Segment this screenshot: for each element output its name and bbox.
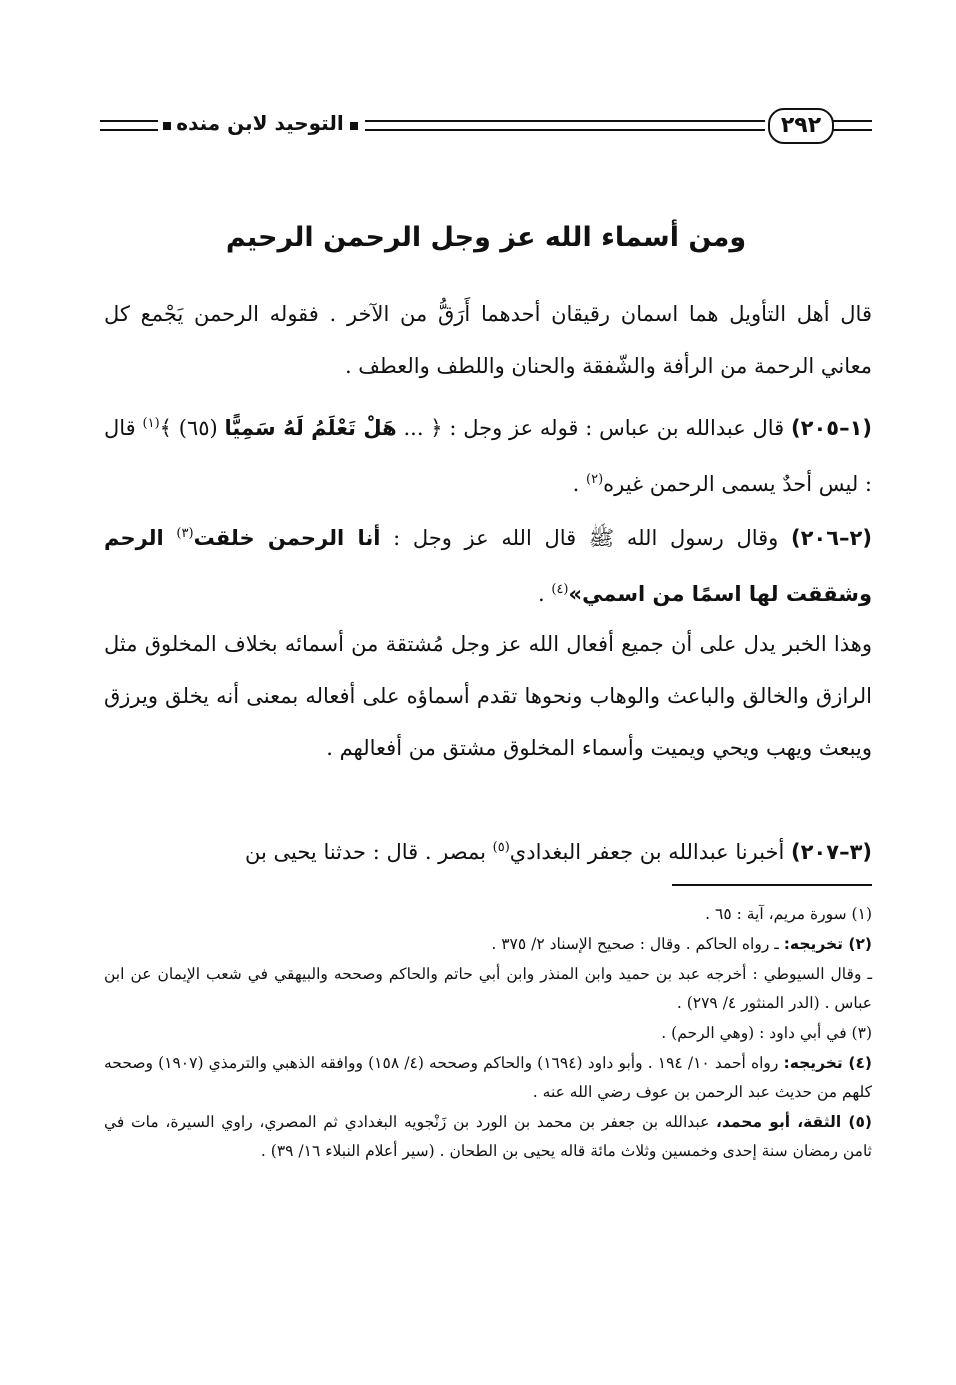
footnote-separator bbox=[672, 884, 872, 886]
hadith-text-end: . bbox=[572, 472, 580, 496]
footnote-ref[interactable]: (٣) bbox=[176, 526, 194, 541]
hadith-text: قال : ليس أحدٌ يسمى الرحمن غيره bbox=[104, 416, 872, 496]
footnote-text: رواه أحمد ١٠/ ١٩٤ . وأبو داود (١٦٩٤) والحاكم وصححه (٤/ ١٥٨) ووافقه الذهبي والترمذي (١٩٠٧) وصححه كلهم من حديث عبد الرحمن بن عوف رضي الله عنه . bbox=[104, 1054, 872, 1101]
paragraph-commentary: وهذا الخبر يدل على أن جميع أفعال الله عز وجل مُشتقة من أسمائه بخلاف المخلوق مثل الرازق والخالق والباعث والوهاب ونحوها تقدم أسماؤه على أفعاله بمعنى أنه يخلق ويرزق ويبعث ويهب ويحي ويميت وأسماء المخلوق مشتق من أفعالهم . bbox=[104, 632, 872, 760]
footnote-ref[interactable]: (٢) bbox=[586, 472, 604, 487]
footnote-2 bbox=[104, 930, 872, 959]
page-number: ٢٩٢ bbox=[768, 108, 834, 144]
hadith-number: (٣–٢٠٧) bbox=[791, 840, 872, 864]
hadith-text: بمصر . قال : حدثنا يحيى بن bbox=[245, 840, 486, 864]
footnote-text: عبدالله بن جعفر بن محمد بن الورد بن زَنْجويه البغدادي ثم المصري، راوي السيرة، مات في ثامن رمضان سنة إحدى وخمسين وثلاث مائة قاله يحيى بن الطحان . (سير أعلام النبلاء ١٦/ ٣٩) . bbox=[104, 1113, 872, 1160]
footnote-1: (١) سورة مريم، آية : ٦٥ . bbox=[705, 905, 872, 923]
footnote-label: (٢) تخريجه: bbox=[783, 935, 872, 953]
footnote-ref[interactable]: (١) bbox=[142, 416, 160, 431]
footnote-ref[interactable]: (٥) bbox=[492, 840, 510, 855]
section-title: ومن أسماء الله عز وجل الرحمن الرحيم bbox=[225, 222, 747, 253]
hadith-quote: أنا الرحمن خلقت bbox=[193, 526, 381, 550]
hadith-text-end: . bbox=[537, 582, 545, 606]
header-rule bbox=[100, 120, 158, 131]
hadith-text: وقال رسول الله ﷺ قال الله عز وجل : bbox=[393, 526, 779, 550]
header-square-ornament bbox=[350, 122, 358, 130]
running-title: التوحيد لابن منده bbox=[176, 111, 344, 135]
footnote-text: ـ رواه الحاكم . وقال : صحيح الإسناد ٢/ ٣٧٥ . bbox=[491, 935, 779, 953]
paragraph-intro: قال أهل التأويل هما اسمان رقيقان أحدهما أَرَقُّ من الآخر . فقوله الرحمن يَجْمع كل معاني الرحمة من الرأفة والشّفقة والحنان واللطف والعطف . bbox=[104, 302, 872, 378]
page-header bbox=[100, 108, 872, 148]
footnote-5 bbox=[104, 1108, 872, 1166]
ayah-number: (٦٥) bbox=[178, 416, 218, 440]
footnote-label: (٥) الثقة، أبو محمد، bbox=[716, 1113, 872, 1131]
hadith-207 bbox=[104, 822, 872, 878]
footnote-3: (٣) في أبي داود : (وهي الرحم) . bbox=[661, 1024, 872, 1042]
verse-close-bracket: ﴾ bbox=[159, 416, 172, 440]
hadith-number: (٢–٢٠٦) bbox=[790, 526, 872, 550]
hadith-text: أخبرنا عبدالله بن جعفر البغدادي bbox=[509, 840, 785, 864]
footnote-2-continued: ـ وقال السيوطي : أخرجه عبد بن حميد وابن المنذر وابن أبي حاتم والحاكم وصححه والبيهقي في شعب الإيمان عن ابن عباس . (الدر المنثور ٤/ ٢٧٩) . bbox=[104, 965, 872, 1012]
header-rule bbox=[833, 120, 872, 131]
quran-verse: هَلْ تَعْلَمُ لَهُ سَمِيًّا bbox=[224, 416, 397, 440]
header-square-ornament bbox=[163, 122, 171, 130]
footnotes bbox=[104, 900, 872, 1167]
footnote-4 bbox=[104, 1049, 872, 1107]
footnote-label: (٤) تخريجه: bbox=[783, 1054, 872, 1072]
header-rule bbox=[365, 120, 765, 131]
hadith-quote: الرحم وشققت لها اسمًا من اسمي» bbox=[104, 526, 872, 606]
hadith-number: (١–٢٠٥) bbox=[791, 416, 873, 440]
hadith-text: قال عبدالله بن عباس : قوله عز وجل : ﴿ ... bbox=[403, 416, 785, 440]
hadith-205 bbox=[104, 398, 872, 510]
footnote-ref[interactable]: (٤) bbox=[551, 582, 569, 597]
hadith-206 bbox=[104, 508, 872, 620]
